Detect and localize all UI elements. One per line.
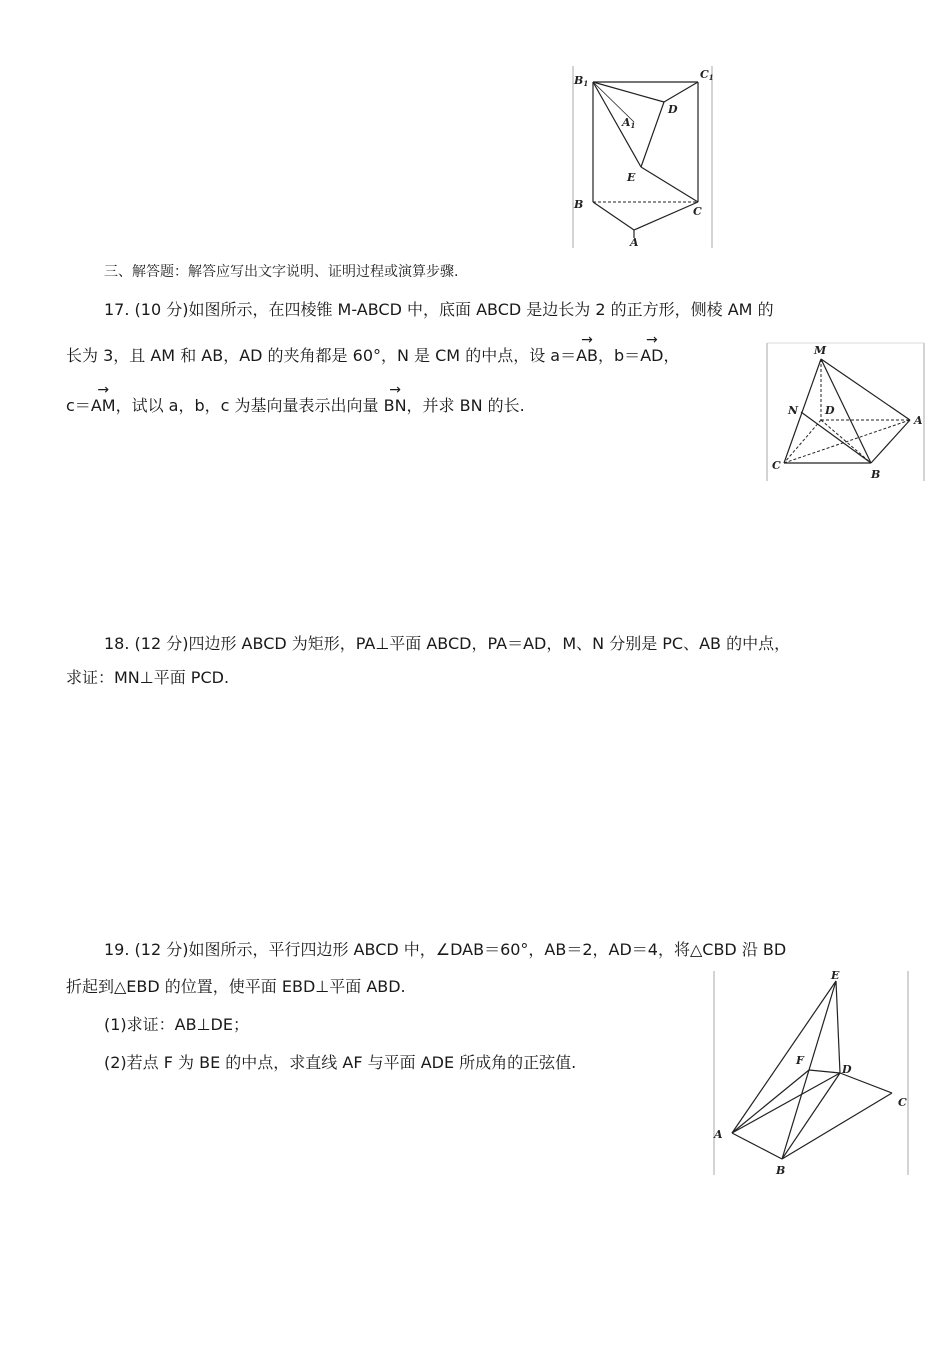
label-b: B (871, 468, 881, 481)
label-d: D (842, 1063, 852, 1076)
label-a: A (630, 236, 639, 249)
label-b1: B1 (574, 74, 589, 88)
q19-line1: 19. (12 分)如图所示，平行四边形 ABCD 中，∠DAB＝60°，AB＝2，AD＝4，将△CBD 沿 BD (104, 940, 787, 959)
label-a1: A1 (622, 116, 636, 130)
vector-ab: → AB (576, 346, 598, 366)
label-a: A (714, 1128, 723, 1141)
pyramid-diagram (764, 340, 928, 484)
label-d: D (825, 404, 835, 417)
q17-line3 (66, 396, 525, 416)
label-m: M (814, 344, 827, 357)
q17-line2-text-a: 长为 3，且 AM 和 AB，AD 的夹角都是 60°，N 是 CM 的中点，设 a＝ (66, 346, 577, 365)
q19-part2: (2)若点 F 为 BE 的中点，求直线 AF 与平面 ADE 所成角的正弦值. (104, 1053, 577, 1072)
section-heading: 三、解答题：解答应写出文字说明、证明过程或演算步骤. (104, 264, 459, 280)
label-c: C (693, 205, 702, 218)
label-e: E (627, 171, 636, 184)
label-d: D (668, 103, 678, 116)
label-e: E (831, 969, 840, 982)
pyramid-figure (764, 340, 928, 484)
q17-line3-text-a: c＝ (66, 396, 91, 415)
q18-line1: 18. (12 分)四边形 ABCD 为矩形，PA⊥平面 ABCD，PA＝AD，M、N 分别是 PC、AB 的中点， (104, 634, 791, 653)
label-b: B (574, 198, 584, 211)
folded-figure (710, 967, 912, 1179)
vector-ad: → AD (640, 346, 663, 366)
label-b: B (776, 1164, 786, 1177)
vector-bn: → BN (384, 396, 407, 416)
q19-part1: (1)求证：AB⊥DE； (104, 1015, 249, 1034)
q17-line1: 17. (10 分)如图所示，在四棱锥 M-ABCD 中，底面 ABCD 是边长为 2 的正方形，侧棱 AM 的 (104, 300, 774, 319)
label-c: C (898, 1096, 907, 1109)
q19-line2: 折起到△EBD 的位置，使平面 EBD⊥平面 ABD. (66, 977, 406, 996)
label-a: A (914, 414, 923, 427)
prism-diagram (566, 62, 716, 250)
label-c: C (772, 459, 781, 472)
q17-line3-text-c: ，并求 BN 的长. (406, 396, 525, 415)
q17-line2 (66, 346, 679, 366)
label-n: N (788, 404, 799, 417)
folded-diagram (710, 967, 912, 1179)
q17-line3-text-b: ，试以 a，b，c 为基向量表示出向量 (115, 396, 379, 415)
vector-am: → AM (91, 396, 116, 416)
label-c1: C1 (700, 68, 714, 82)
label-f: F (796, 1054, 804, 1067)
q17-line2-text-b: ，b＝ (598, 346, 641, 365)
prism-figure (566, 62, 716, 250)
q18-line2: 求证：MN⊥平面 PCD. (66, 668, 230, 687)
q17-line2-text-c: ， (663, 346, 680, 365)
